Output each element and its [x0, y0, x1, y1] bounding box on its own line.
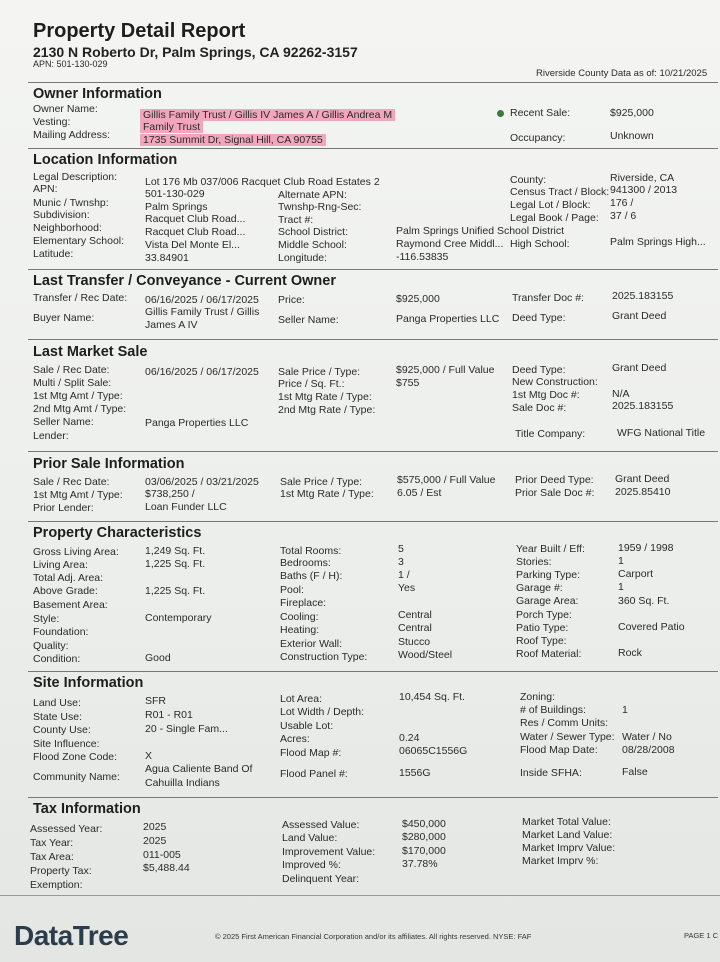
page-number: PAGE 1 C [684, 931, 719, 940]
highlight: 1735 Summit Dr, Signal Hill, CA 90755 [140, 134, 326, 146]
label: Prior Lender: [33, 502, 94, 514]
recent-sale-value: $925,000 [610, 107, 654, 119]
label: Living Area: [33, 559, 88, 571]
munic-value: Palm Springs [145, 201, 208, 213]
label: Market Imprv Value: [522, 842, 616, 854]
label: Delinquent Year: [282, 873, 360, 885]
label: State Use: [33, 711, 83, 723]
tax-year-value: 2025 [143, 835, 167, 847]
label: Basement Area: [33, 599, 108, 611]
label: Prior Sale Doc #: [515, 487, 595, 499]
label: Community Name: [33, 771, 120, 783]
datatree-logo: DataTree [14, 920, 129, 951]
label: Exterior Wall: [280, 638, 343, 650]
water-sewer-value: Water / No [622, 731, 672, 743]
label: County: [510, 174, 547, 186]
section-title-location: Location Information [33, 152, 178, 168]
label: Foundation: [33, 626, 89, 638]
community-name-value: Agua Caliente Band Of [145, 763, 253, 775]
label: Legal Lot / Block: [510, 199, 591, 211]
label: Seller Name: [33, 416, 94, 428]
label: Tract #: [278, 214, 314, 226]
inside-sfha-value: False [622, 766, 648, 778]
label: Flood Map Date: [520, 744, 598, 756]
label: 2nd Mtg Amt / Type: [33, 403, 127, 415]
label: Pool: [280, 584, 304, 596]
section-title-tax: Tax Information [33, 801, 141, 817]
prior-sale-doc-value: 2025.85410 [615, 486, 671, 498]
section-divider [28, 148, 718, 149]
patio-type-value: Covered Patio [618, 621, 685, 633]
label: Lot Area: [280, 693, 323, 705]
garage-count-value: 1 [618, 581, 624, 593]
living-area-value: 1,225 Sq. Ft. [145, 558, 206, 570]
market-deed-type-value: Grant Deed [612, 362, 667, 374]
label: Porch Type: [516, 609, 572, 621]
label: Multi / Split Sale: [33, 377, 112, 389]
property-tax-value: $5,488.44 [143, 862, 190, 874]
section-divider [28, 451, 718, 452]
section-divider [28, 339, 718, 340]
label: Total Rooms: [280, 545, 342, 557]
section-title-characteristics: Property Characteristics [33, 525, 202, 541]
label: Lot Width / Depth: [280, 706, 365, 718]
section-title-transfer: Last Transfer / Conveyance - Current Owner [33, 273, 336, 289]
label: Sale Price / Type: [280, 476, 363, 488]
label: Roof Type: [516, 635, 567, 647]
label: Latitude: [33, 248, 74, 260]
improved-percent-value: 37.78% [402, 858, 438, 870]
improvement-value-value: $170,000 [402, 845, 446, 857]
label: Middle School: [278, 239, 347, 251]
subdivision-value: Racquet Club Road... [145, 213, 246, 225]
buyer-name-value: Gillis Family Trust / Gillis [145, 306, 260, 318]
report-title: Property Detail Report [33, 20, 246, 42]
county-use-value: 20 - Single Fam... [145, 723, 228, 735]
label: Elementary School: [33, 235, 125, 247]
section-divider [28, 521, 718, 522]
parking-type-value: Carport [618, 568, 654, 580]
label: Transfer Doc #: [512, 292, 584, 304]
cooling-value: Central [398, 609, 432, 621]
sale-doc-value: 2025.183155 [612, 400, 674, 412]
label: Legal Description: [33, 171, 118, 183]
community-name-value: Cahuilla Indians [145, 777, 220, 789]
label: Price / Sq. Ft.: [278, 378, 345, 390]
mailing-address-value [140, 134, 326, 146]
label: Deed Type: [512, 312, 566, 324]
land-use-value: SFR [145, 695, 166, 707]
label: Cooling: [280, 611, 319, 623]
section-divider [28, 671, 718, 672]
label: Land Use: [33, 697, 81, 709]
prior-sale-price-value: $575,000 / Full Value [397, 474, 496, 486]
elementary-school-value: Vista Del Monte El... [145, 239, 240, 251]
school-district-value: Palm Springs Unified School District [396, 225, 565, 237]
label: Recent Sale: [510, 107, 571, 119]
label: Year Built / Eff: [516, 543, 585, 555]
label: 1st Mtg Amt / Type: [33, 390, 123, 402]
label: High School: [510, 238, 570, 250]
label: Buyer Name: [33, 312, 95, 324]
label: 1st Mtg Amt / Type: [33, 489, 123, 501]
label: Deed Type: [512, 364, 566, 376]
label: Res / Comm Units: [520, 717, 609, 729]
label: Gross Living Area: [33, 546, 119, 558]
label: Fireplace: [280, 597, 327, 609]
construction-type-value: Wood/Steel [398, 649, 453, 661]
label: Seller Name: [278, 314, 339, 326]
copyright-notice: © 2025 First American Financial Corporation and/or its affiliates. All rights reserved. NYSE: FAF [215, 932, 532, 941]
section-title-site: Site Information [33, 675, 144, 691]
heating-value: Central [398, 622, 432, 634]
label: Census Tract / Block: [510, 186, 610, 198]
prior-mtg-amt-value: $738,250 / [145, 488, 195, 500]
label: Roof Material: [516, 648, 582, 660]
pool-value: Yes [398, 582, 416, 594]
baths-value: 1 / [398, 569, 410, 581]
label: Assessed Year: [30, 823, 103, 835]
label: Acres: [280, 733, 310, 745]
label: Legal Book / Page: [510, 212, 599, 224]
label: Market Total Value: [522, 816, 611, 828]
label: Improved %: [282, 859, 341, 871]
assessed-value-value: $450,000 [402, 818, 446, 830]
label: Land Value: [282, 832, 338, 844]
buyer-name-value: James A IV [145, 319, 198, 331]
label: Assessed Value: [282, 819, 360, 831]
label: Sale Price / Type: [278, 366, 361, 378]
label: Flood Map #: [280, 747, 342, 759]
above-grade-value: 1,225 Sq. Ft. [145, 585, 206, 597]
bedrooms-value: 3 [398, 556, 404, 568]
header-apn: APN: 501-130-029 [33, 59, 108, 69]
label: 1st Mtg Doc #: [512, 389, 580, 401]
property-address: 2130 N Roberto Dr, Palm Springs, CA 92262-3157 [33, 44, 358, 60]
label: Market Land Value: [522, 829, 613, 841]
section-title-owner: Owner Information [33, 86, 162, 102]
label: Heating: [280, 624, 320, 636]
middle-school-value: Raymond Cree Middl... [396, 238, 504, 250]
label: Mailing Address: [33, 129, 111, 141]
label: Inside SFHA: [520, 767, 582, 779]
style-value: Contemporary [145, 612, 212, 624]
transfer-doc-value: 2025.183155 [612, 290, 674, 302]
garage-area-value: 360 Sq. Ft. [618, 595, 670, 607]
neighborhood-value: Racquet Club Road... [145, 226, 246, 238]
tax-area-value: 011-005 [143, 849, 181, 861]
label: Price: [278, 294, 305, 306]
label: Flood Panel #: [280, 768, 348, 780]
label: 1st Mtg Rate / Type: [280, 488, 374, 500]
label: School District: [278, 226, 349, 238]
label: Water / Sewer Type: [520, 731, 615, 743]
assessed-year-value: 2025 [143, 821, 167, 833]
label: Baths (F / H): [280, 570, 343, 582]
label: Munic / Twnshp: [33, 197, 109, 209]
lot-area-value: 10,454 Sq. Ft. [399, 691, 465, 703]
label: Usable Lot: [280, 720, 334, 732]
state-use-value: R01 - R01 [145, 709, 193, 721]
label: 1st Mtg Rate / Type: [278, 391, 372, 403]
acres-value: 0.24 [399, 732, 420, 744]
flood-panel-value: 1556G [399, 767, 431, 779]
seller-name-value: Panga Properties LLC [396, 313, 500, 325]
market-seller-value: Panga Properties LLC [145, 417, 249, 429]
land-value-value: $280,000 [402, 831, 446, 843]
label: Subdivision: [33, 209, 90, 221]
roof-material-value: Rock [618, 647, 642, 659]
occupancy-value: Unknown [610, 130, 654, 142]
label: APN: [33, 183, 58, 195]
label: Alternate APN: [278, 189, 347, 201]
transfer-date-value: 06/16/2025 / 06/17/2025 [145, 294, 259, 306]
census-tract-value: 941300 / 2013 [610, 184, 678, 196]
condition-value: Good [145, 652, 171, 664]
legal-book-value: 37 / 6 [610, 210, 637, 222]
title-company-value: WFG National Title [617, 427, 706, 439]
deed-type-value: Grant Deed [612, 310, 667, 322]
label: New Construction: [512, 376, 598, 388]
highlight: Gillis Family Trust / Gillis IV James A / Gillis Andrea M [140, 109, 395, 121]
section-divider [28, 269, 718, 270]
label: 2nd Mtg Rate / Type: [278, 404, 376, 416]
prior-sale-date-value: 03/06/2025 / 03/21/2025 [145, 476, 259, 488]
latitude-value: 33.84901 [145, 252, 189, 264]
label: Owner Name: [33, 103, 98, 115]
buildings-count-value: 1 [622, 704, 628, 716]
label: Tax Area: [30, 851, 74, 863]
label: Prior Deed Type: [515, 474, 594, 486]
label: Exemption: [30, 879, 83, 891]
exterior-wall-value: Stucco [398, 636, 431, 648]
label: Flood Zone Code: [33, 751, 118, 763]
high-school-value: Palm Springs High... [610, 236, 706, 248]
label: Lender: [33, 430, 69, 442]
transfer-price-value: $925,000 [396, 293, 440, 305]
flood-map-value: 06065C1556G [399, 745, 468, 757]
label: Garage Area: [516, 595, 579, 607]
label: Neighborhood: [33, 222, 102, 234]
label: Garage #: [516, 582, 563, 594]
legal-lot-value: 176 / [610, 197, 634, 209]
longitude-value: -116.53835 [396, 251, 449, 263]
legal-description-value: Lot 176 Mb 037/006 Racquet Club Road Estates 2 [145, 176, 380, 188]
data-source: Riverside County Data as of: 10/21/2025 [536, 68, 708, 79]
label: Construction Type: [280, 651, 368, 663]
label: Stories: [516, 556, 552, 568]
label: Condition: [33, 653, 81, 665]
label: Improvement Value: [282, 846, 376, 858]
label: Total Adj. Area: [33, 572, 104, 584]
section-divider [28, 82, 718, 83]
label: Sale / Rec Date: [33, 476, 110, 488]
label: Market Imprv %: [522, 855, 599, 867]
label: Sale Doc #: [512, 402, 567, 414]
label: Site Influence: [33, 738, 100, 750]
label: Quality: [33, 640, 69, 652]
owner-name-value [140, 109, 395, 121]
vesting-value [140, 121, 203, 133]
county-value: Riverside, CA [610, 172, 675, 184]
apn-value: 501-130-029 [145, 188, 205, 200]
mtg-doc-value: N/A [612, 388, 630, 400]
label: Sale / Rec Date: [33, 364, 110, 376]
label: Tax Year: [30, 837, 74, 849]
total-rooms-value: 5 [398, 543, 404, 555]
label: Transfer / Rec Date: [33, 292, 128, 304]
prior-mtg-rate-value: 6.05 / Est [397, 487, 442, 499]
stories-value: 1 [618, 555, 624, 567]
section-title-prior-sale: Prior Sale Information [33, 456, 185, 472]
prior-deed-type-value: Grant Deed [615, 473, 670, 485]
label: Occupancy: [510, 132, 566, 144]
label: Above Grade: [33, 585, 98, 597]
label: Longitude: [278, 252, 328, 264]
label: County Use: [33, 724, 91, 736]
highlight: Family Trust [140, 121, 203, 133]
sale-price-value: $925,000 / Full Value [396, 364, 495, 376]
prior-lender-value: Loan Funder LLC [145, 501, 227, 513]
footer-divider [0, 895, 720, 896]
label: Vesting: [33, 116, 71, 128]
label: Property Tax: [30, 865, 92, 877]
label: Bedrooms: [280, 557, 331, 569]
label: Title Company: [515, 428, 586, 440]
year-built-value: 1959 / 1998 [618, 542, 674, 554]
flood-zone-value: X [145, 750, 153, 762]
flood-map-date-value: 08/28/2008 [622, 744, 675, 756]
sale-date-value: 06/16/2025 / 06/17/2025 [145, 366, 259, 378]
section-divider [28, 797, 718, 798]
label: Twnshp-Rng-Sec: [278, 201, 362, 213]
label: Patio Type: [516, 622, 569, 634]
section-title-market: Last Market Sale [33, 344, 148, 360]
price-sqft-value: $755 [396, 377, 420, 389]
label: Style: [33, 613, 60, 625]
gross-living-area-value: 1,249 Sq. Ft. [145, 545, 206, 557]
status-dot-icon [497, 110, 504, 117]
label: Parking Type: [516, 569, 581, 581]
label: # of Buildings: [520, 704, 586, 716]
label: Zoning: [520, 691, 556, 703]
